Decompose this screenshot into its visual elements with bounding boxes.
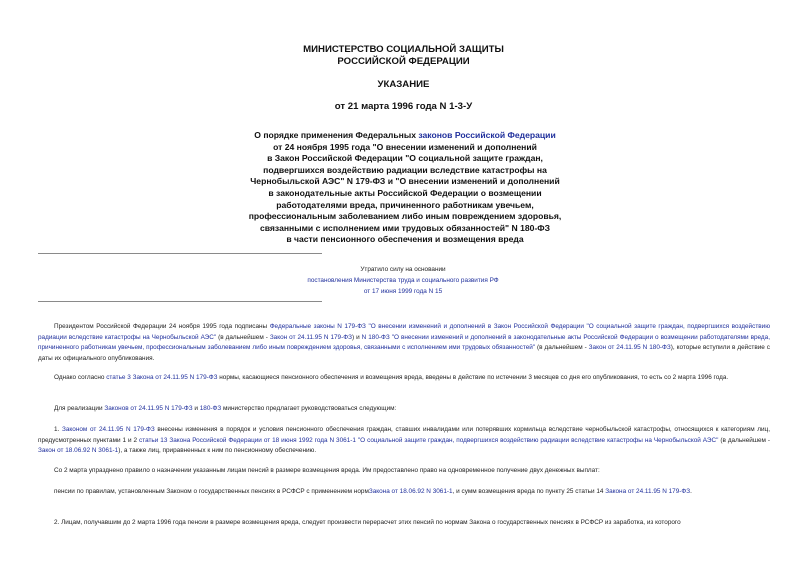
- title-line: в Закон Российской Федерации "О социальной защите граждан,: [267, 153, 543, 164]
- paragraph-6: пенсии по правилам, установленным Законом о государственных пенсиях в РСФСР с применением нормЗакона от 18.06.92 N 3061-1, и сумм возмещения вреда по пункту 25 статьи 14 Закона от 24.11.95 N 179-ФЗ.: [54, 488, 692, 495]
- law-180-fz-link[interactable]: 180-ФЗ: [199, 405, 222, 412]
- paragraph-2: Однако согласно статье 3 Закона от 24.11.95 N 179-ФЗ нормы, касающиеся пенсионного обеспечения и возмещения вреда, введены в действие по истечении 3 месяцев со дня его опубликования, то есть со 2 марта 1996 года.: [54, 374, 729, 381]
- law-3061-link[interactable]: Закон от 18.06.92 N 3061-1: [38, 447, 119, 455]
- paragraph-1: Президентом Российской Федерации 24 ноября 1995 года подписаны Федеральные законы N 179-ФЗ "О внесении изменений и дополнений в Закон Российской Федерации "О социальной защите граждан, подвергшихся воздействию радиации вследствие катастрофы на Чернобыльской АЭС" (в дальнейшем - Закон от 24.11.95 N 179-ФЗ) и N 180-ФЗ "О внесении изменений и дополнений в законодательные акты Российской Федерации о возмещении работодателями вреда, причиненного работникам увечьем, профессиональным заболеванием либо иным повреждением здоровья, связанными с исполнением ими трудовых обязанностей" (в дальнейшем - Закон от 24.11.95 N 180-ФЗ), которые вступили в действие с даты их официального опубликования.: [38, 323, 771, 362]
- law-180-short-link[interactable]: Закон от 24.11.95 N 180-ФЗ: [588, 344, 671, 352]
- document-date-number: от 21 марта 1996 года N 1-3-У: [334, 101, 473, 112]
- paragraph-3: Для реализации Законов от 24.11.95 N 179-ФЗ и 180-ФЗ министерство предлагает руководствоваться следующим:: [54, 405, 397, 412]
- paragraph-7: 2. Лицам, получавшим до 2 марта 1996 года пенсии в размере возмещения вреда, следует произвести перерасчет этих пенсий по нормам Закона о государственных пенсиях в РСФСР из заработка, из которого: [54, 519, 681, 526]
- title-line: подвергшихся воздействию радиации вследствие катастрофы на: [263, 164, 547, 175]
- title-line: профессиональным заболеванием либо иным повреждением здоровья,: [248, 211, 562, 222]
- law-179-short-link[interactable]: Закон от 24.11.95 N 179-ФЗ: [269, 333, 352, 341]
- lost-force-notice: [258, 264, 548, 297]
- title-text: О порядке применения Федеральных: [254, 130, 419, 140]
- law-180-link[interactable]: N 180-ФЗ "О внесении изменений и дополнений в законодательные акты Российской Федерации о возмещении работодателями вреда, причиненного работникам увечьем, профессиональным заболеванием либо иным повреждением здоровья, связанными с исполнением ими трудовых обязанностей": [38, 333, 770, 352]
- lost-force-link-date[interactable]: от 17 июня 1999 года N 15: [363, 288, 443, 295]
- title-line: работодателями вреда, причиненного работникам увечьем,: [276, 199, 534, 210]
- article-13-link[interactable]: статьи 13 Закона Российской Федерации от 18 июня 1992 года N 3061-1 "О социальной защите граждан, подвергшихся воздействию радиации вследствие катастрофы на Чернобыльской АЭС": [139, 436, 719, 444]
- law-179-180-link[interactable]: Федеральные законы N 179-ФЗ "О внесении изменений и дополнений в Закон Российской Федерации "О социальной защите граждан, подвергшихся воздействию радиации вследствие катастрофы на Чернобыльской АЭС": [38, 323, 771, 341]
- divider-top: [38, 253, 322, 254]
- document-title: [200, 130, 610, 246]
- law-179-ref-link[interactable]: Закона от 24.11.95 N 179-ФЗ: [605, 488, 691, 495]
- title-line: в части пенсионного обеспечения и возмещения вреда: [286, 234, 524, 245]
- laws-179-link[interactable]: Законов от 24.11.95 N 179-ФЗ: [104, 405, 193, 412]
- paragraph-4: 1. Законом от 24.11.95 N 179-ФЗ внесены изменения в порядок и условия пенсионного обеспечения граждан, ставших инвалидами или потерявших кормильца вследствие чернобыльской катастрофы, относящихся к категориям лиц, предусмотренных пунктами 1 и 2 статьи 13 Закона Российской Федерации от 18 июня 1992 года N 3061-1 "О социальной защите граждан, подвергшихся воздействию радиации вследствие катастрофы на Чернобыльской АЭС" (в дальнейшем - Закон от 18.06.92 N 3061-1), а также лиц, приравненных к ним по пенсионному обеспечению.: [38, 426, 770, 455]
- ministry-line-2: РОССИЙСКОЙ ФЕДЕРАЦИИ: [337, 56, 470, 67]
- article-3-link[interactable]: статье 3 Закона от 24.11.95 N 179-ФЗ: [106, 374, 218, 381]
- divider-bottom: [38, 301, 322, 302]
- title-line: Чернобыльской АЭС" N 179-ФЗ и "О внесении изменений и дополнений: [250, 176, 560, 187]
- title-line: в законодательные акты Российской Федерации о возмещении: [268, 187, 542, 198]
- lost-force-link[interactable]: постановления Министерства труда и социального развития РФ: [307, 277, 499, 284]
- document-type: УКАЗАНИЕ: [377, 79, 430, 90]
- title-laws-link[interactable]: законов Российской Федерации: [418, 130, 556, 140]
- lost-force-text: Утратило силу на основании: [360, 266, 446, 273]
- law-179-paragraph-link[interactable]: Законом от 24.11.95 N 179-ФЗ: [61, 426, 155, 433]
- title-line: связанными с исполнением ими трудовых обязанностей" N 180-ФЗ: [259, 222, 551, 233]
- law-3061-ref-link[interactable]: Закона от 18.06.92 N 3061-1: [368, 488, 453, 495]
- ministry-line-1: МИНИСТЕРСТВО СОЦИАЛЬНОЙ ЗАЩИТЫ: [303, 44, 504, 55]
- paragraph-5: Со 2 марта упразднено правило о назначении указанным лицам пенсий в размере возмещения вреда. Им предоставлено право на одновременное получение двух денежных выплат:: [54, 467, 600, 474]
- title-line: от 24 ноября 1995 года "О внесении изменений и дополнений: [273, 141, 537, 152]
